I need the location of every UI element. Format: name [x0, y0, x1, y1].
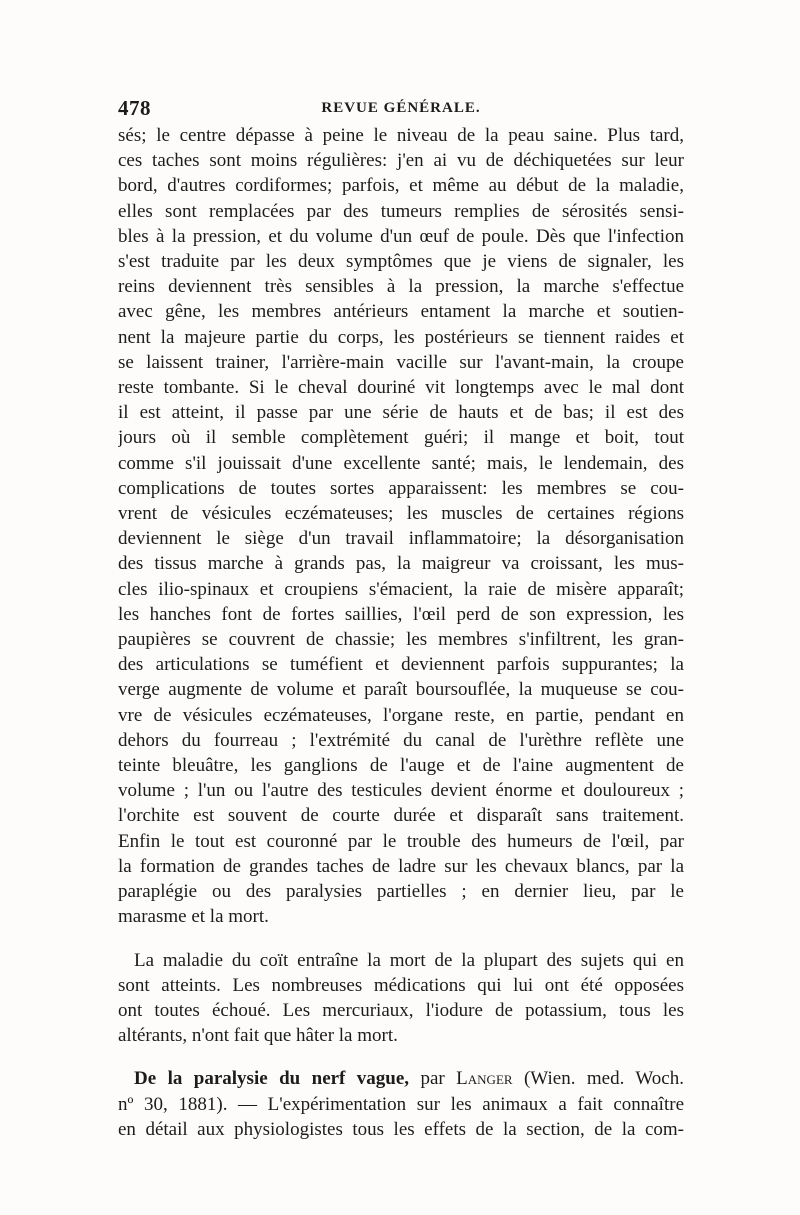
text-line: la formation de grandes taches de ladre sur les chevaux blancs, par la — [118, 855, 684, 877]
text-line: altérants, n'ont fait que hâter la mort. — [118, 1025, 398, 1047]
article-author: Langer — [456, 1068, 513, 1090]
text-line: jours où il semble complètement guéri; il mange et boit, tout — [118, 427, 684, 449]
text-line: paupières se couvrent de chassie; les membres s'infiltrent, les gran- — [118, 629, 684, 651]
page-number: 478 — [118, 96, 151, 120]
text-line: paraplégie ou des paralysies partielles ; en dernier lieu, par le — [118, 881, 684, 903]
page-header — [118, 96, 684, 124]
article-heading-line — [118, 1066, 684, 1091]
text-line: La maladie du coït entraîne la mort de la plupart des sujets qui en — [134, 949, 684, 971]
text-line: sés; le centre dépasse à peine le niveau de la peau saine. Plus tard, — [118, 125, 684, 146]
article-citation: (Wien. med. Woch. — [512, 1068, 684, 1090]
text-line: complications de toutes sortes apparaissent: les membres se cou- — [118, 477, 684, 499]
article-entry — [118, 1066, 684, 1142]
text-line: elles sont remplacées par des tumeurs remplies de sérosités sensi- — [118, 200, 684, 222]
text-line: comme s'il jouissait d'une excellente santé; mais, le lendemain, des — [118, 452, 684, 474]
text-line: dehors du fourreau ; l'extrémité du canal de l'urèthre reflète une — [118, 729, 684, 751]
paragraph-symptoms — [118, 123, 684, 930]
text-line: Enfin le tout est couronné par le trouble des humeurs de l'œil, par — [118, 830, 684, 852]
article-by: par — [409, 1068, 457, 1090]
text-line: nent la majeure partie du corps, les postérieurs se tiennent raides et — [118, 326, 684, 348]
text-line: cles ilio-spinaux et croupiens s'émacient, la raie de misère apparaît; — [118, 578, 684, 600]
text-line: des articulations se tuméfient et deviennent parfois suppurantes; la — [118, 654, 684, 676]
text-line: vrent de vésicules eczémateuses; les muscles de certaines régions — [118, 503, 684, 525]
running-title: REVUE GÉNÉRALE. — [321, 100, 481, 116]
text-line: teinte bleuâtre, les ganglions de l'auge et de l'aine augmentent de — [118, 755, 684, 777]
text-line: ont toutes échoué. Les mercuriaux, l'iodure de potassium, tous les — [118, 999, 684, 1021]
text-line: reins deviennent très sensibles à la pression, la marche s'effectue — [118, 276, 684, 298]
body-text — [118, 123, 684, 1142]
text-line: s'est traduite par les deux symptômes que je viens de signaler, les — [118, 251, 684, 273]
article-line: en détail aux physiologistes tous les effets de la section, de la com- — [118, 1118, 684, 1140]
text-line: verge augmente de volume et paraît boursouflée, la muqueuse se cou- — [118, 679, 684, 701]
text-line: sont atteints. Les nombreuses médications qui lui ont été opposées — [118, 974, 684, 996]
text-line: les hanches font de fortes saillies, l'œil perd de son expression, les — [118, 603, 684, 625]
text-line: se laissent trainer, l'arrière-main vacille sur l'avant-main, la croupe — [118, 351, 684, 373]
paragraph-gap — [118, 1048, 684, 1066]
text-line: reste tombante. Si le cheval douriné vit longtemps avec le mal dont — [118, 377, 684, 399]
text-line: des tissus marche à grands pas, la maigreur va croissant, les mus- — [118, 553, 684, 575]
text-line: il est atteint, il passe par une série de hauts et de bas; il est des — [118, 402, 684, 424]
text-line: bord, d'autres cordiformes; parfois, et même au début de la maladie, — [118, 175, 684, 197]
article-line: nº 30, 1881). — L'expérimentation sur les animaux a fait connaître — [118, 1093, 684, 1115]
text-line: vre de vésicules eczémateuses, l'organe reste, en partie, pendant en — [118, 704, 684, 726]
paragraph-prognosis — [118, 948, 684, 1049]
text-line: avec gêne, les membres antérieurs entament la marche et soutien- — [118, 301, 684, 323]
text-line: deviennent le siège d'un travail inflammatoire; la désorganisation — [118, 528, 684, 550]
text-line: bles à la pression, et du volume d'un œuf de poule. Dès que l'infection — [118, 225, 684, 247]
text-line: volume ; l'un ou l'autre des testicules devient énorme et douloureux ; — [118, 780, 684, 802]
text-line: marasme et la mort. — [118, 906, 269, 928]
paragraph-gap — [118, 930, 684, 948]
text-line: ces taches sont moins régulières: j'en ai vu de déchiquetées sur leur — [118, 150, 684, 172]
text-line: l'orchite est souvent de courte durée et disparaît sans traitement. — [118, 805, 684, 827]
article-title: De la paralysie du nerf vague, — [134, 1068, 410, 1090]
